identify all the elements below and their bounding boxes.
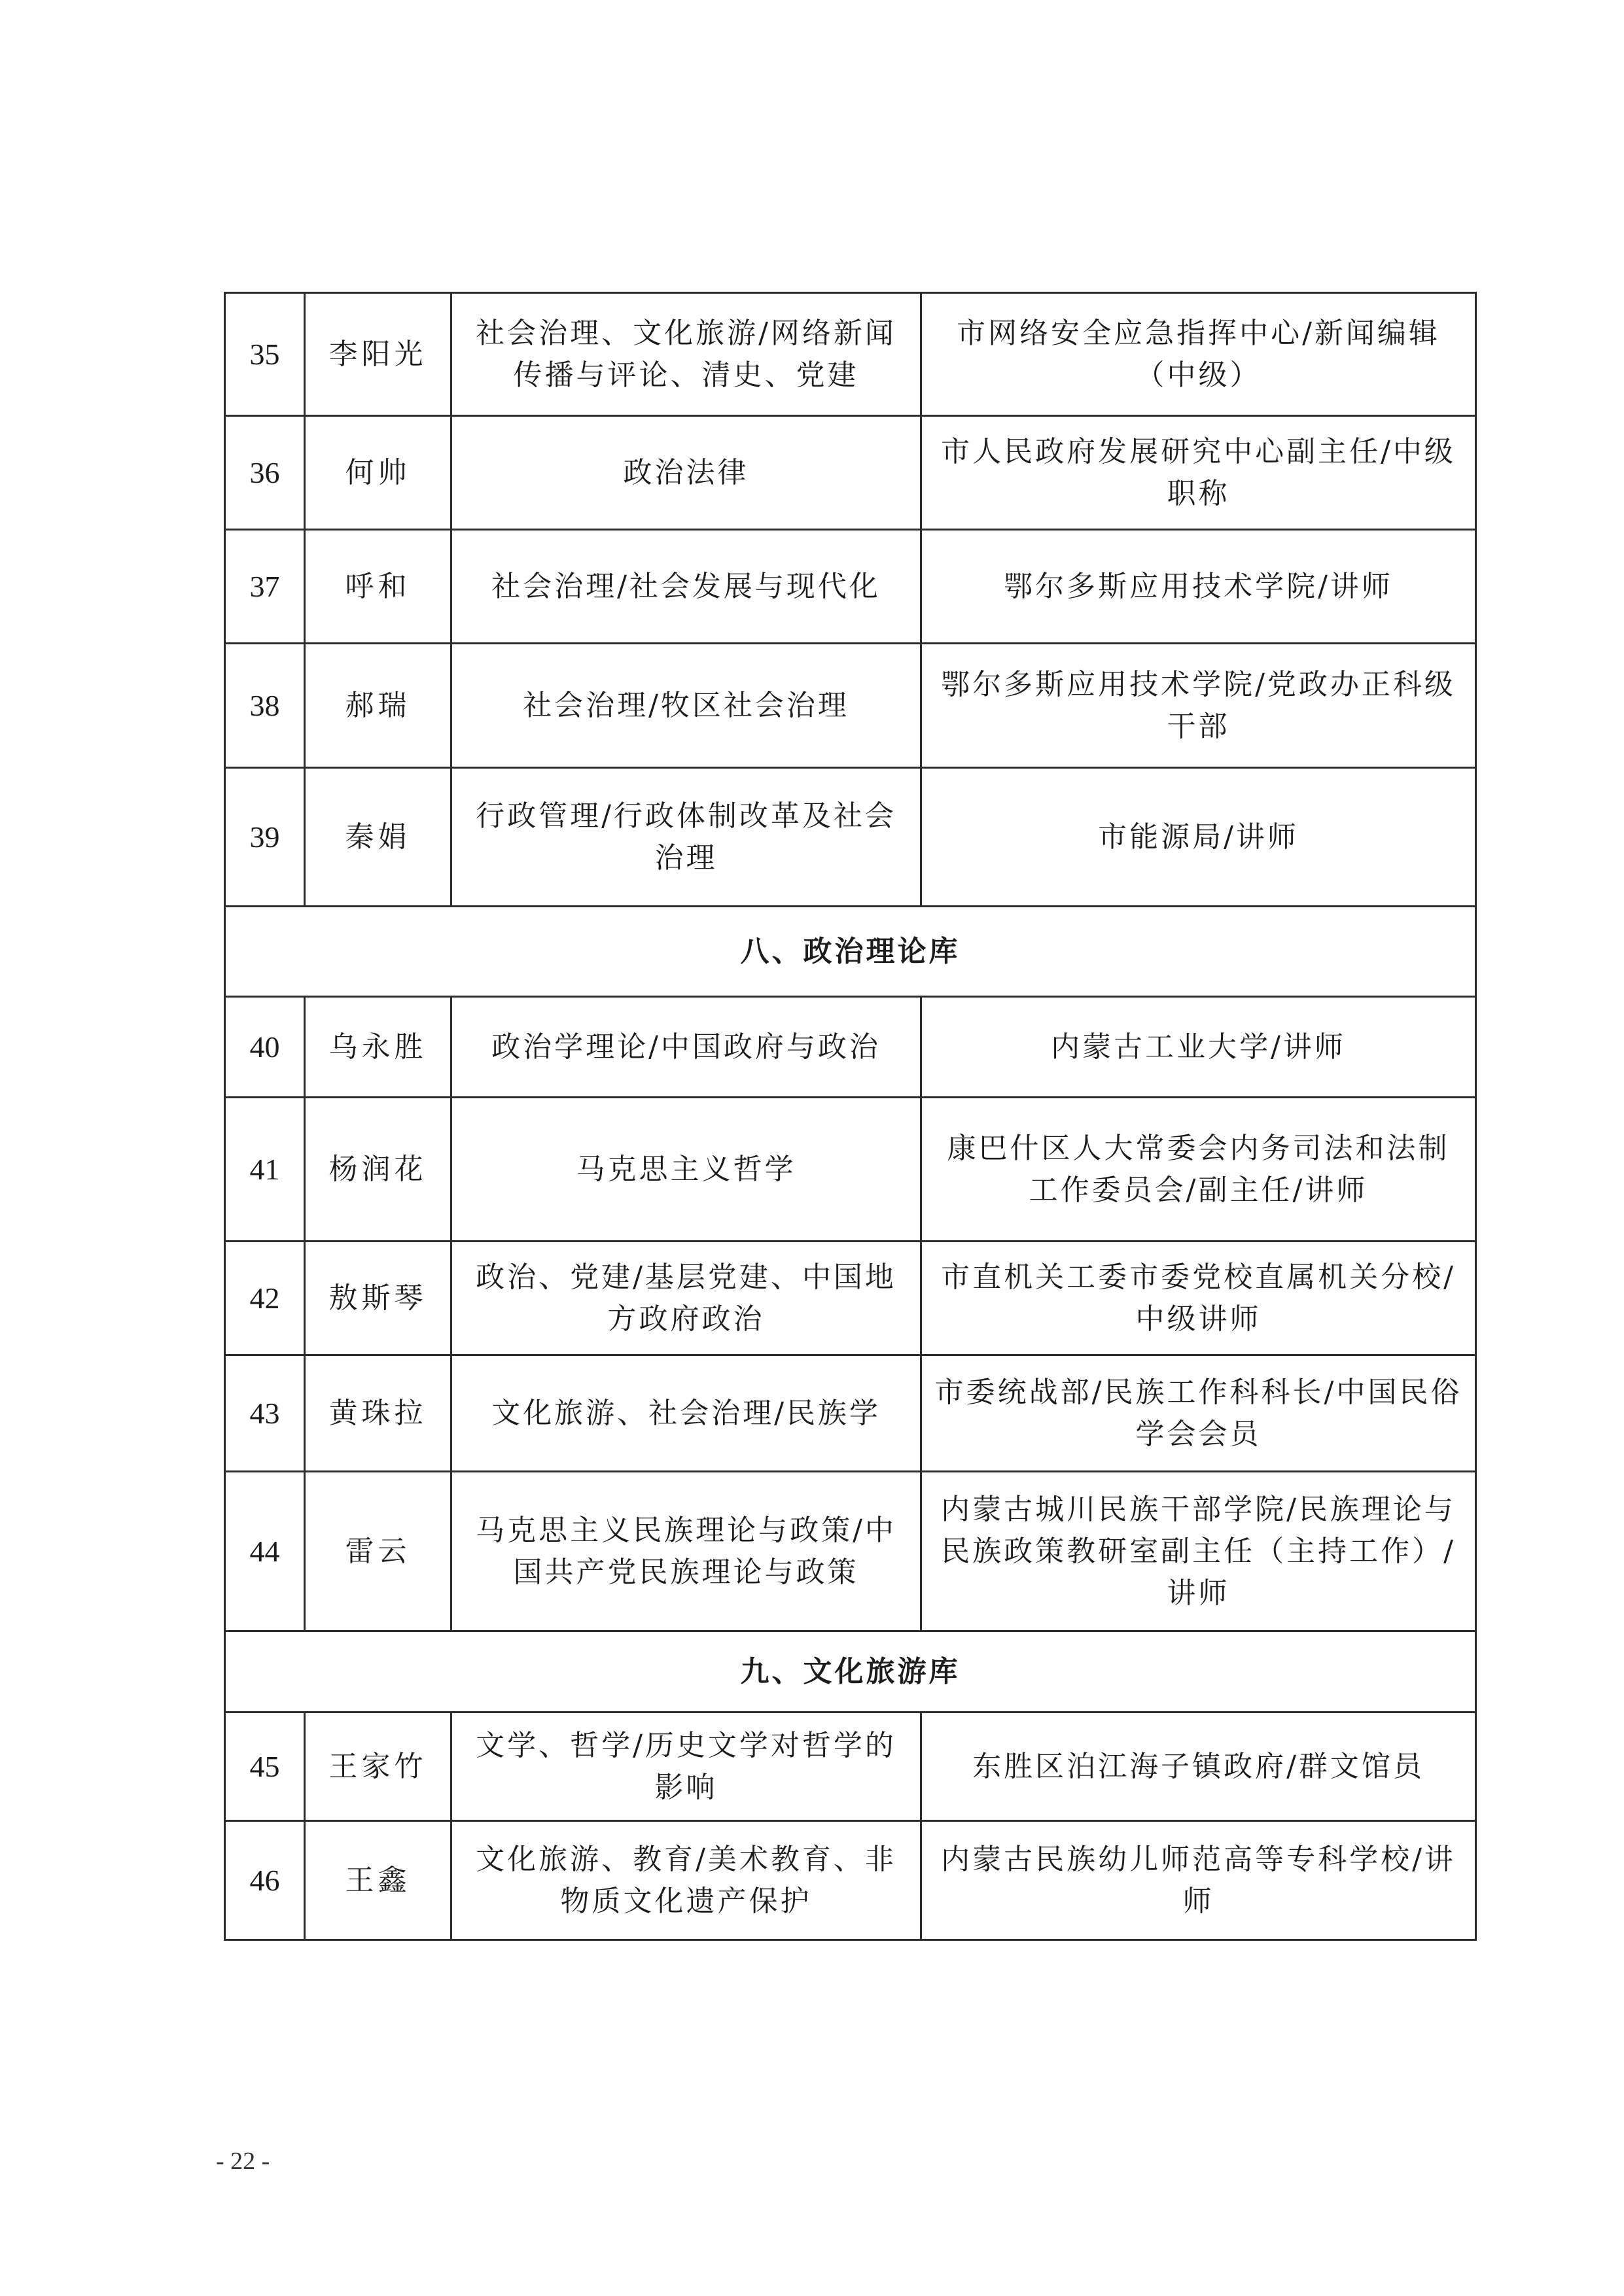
row-number-cell: 45 <box>225 1713 305 1821</box>
row-number-cell: 43 <box>225 1355 305 1472</box>
row-number-cell: 38 <box>225 644 305 768</box>
row-number-cell: 44 <box>225 1472 305 1631</box>
research-field-cell: 文学、哲学/历史文学对哲学的影响 <box>451 1713 921 1821</box>
section-header-row <box>225 1631 1476 1713</box>
expert-name-cell: 郝瑞 <box>305 644 451 768</box>
research-field-cell: 社会治理/牧区社会治理 <box>451 644 921 768</box>
table-row <box>225 997 1476 1098</box>
research-field-cell: 政治法律 <box>451 416 921 530</box>
row-number-cell: 41 <box>225 1098 305 1242</box>
expert-name-cell: 李阳光 <box>305 293 451 416</box>
section-header-row <box>225 907 1476 997</box>
research-field-cell: 马克思主义哲学 <box>451 1098 921 1242</box>
roster-table-body <box>225 293 1476 1940</box>
section-title: 八、政治理论库 <box>225 907 1476 997</box>
expert-name-cell: 秦娟 <box>305 768 451 907</box>
affiliation-title-cell: 内蒙古民族幼儿师范高等专科学校/讲师 <box>921 1821 1476 1940</box>
table-row <box>225 644 1476 768</box>
research-field-cell: 政治、党建/基层党建、中国地方政府政治 <box>451 1242 921 1355</box>
affiliation-title-cell: 康巴什区人大常委会内务司法和法制工作委员会/副主任/讲师 <box>921 1098 1476 1242</box>
expert-roster-table <box>224 292 1477 1941</box>
row-number-cell: 37 <box>225 530 305 644</box>
affiliation-title-cell: 鄂尔多斯应用技术学院/党政办正科级干部 <box>921 644 1476 768</box>
affiliation-title-cell: 内蒙古城川民族干部学院/民族理论与民族政策教研室副主任（主持工作）/讲师 <box>921 1472 1476 1631</box>
expert-name-cell: 乌永胜 <box>305 997 451 1098</box>
table-row <box>225 1355 1476 1472</box>
expert-name-cell: 敖斯琴 <box>305 1242 451 1355</box>
affiliation-title-cell: 市能源局/讲师 <box>921 768 1476 907</box>
row-number-cell: 36 <box>225 416 305 530</box>
affiliation-title-cell: 内蒙古工业大学/讲师 <box>921 997 1476 1098</box>
research-field-cell: 马克思主义民族理论与政策/中国共产党民族理论与政策 <box>451 1472 921 1631</box>
table-row <box>225 293 1476 416</box>
affiliation-title-cell: 市人民政府发展研究中心副主任/中级职称 <box>921 416 1476 530</box>
research-field-cell: 政治学理论/中国政府与政治 <box>451 997 921 1098</box>
expert-name-cell: 杨润花 <box>305 1098 451 1242</box>
table-row <box>225 1242 1476 1355</box>
research-field-cell: 文化旅游、社会治理/民族学 <box>451 1355 921 1472</box>
expert-name-cell: 王鑫 <box>305 1821 451 1940</box>
expert-name-cell: 王家竹 <box>305 1713 451 1821</box>
row-number-cell: 40 <box>225 997 305 1098</box>
research-field-cell: 社会治理/社会发展与现代化 <box>451 530 921 644</box>
expert-name-cell: 何帅 <box>305 416 451 530</box>
table-row <box>225 416 1476 530</box>
page-number: - 22 - <box>216 2148 270 2175</box>
expert-name-cell: 雷云 <box>305 1472 451 1631</box>
affiliation-title-cell: 市网络安全应急指挥中心/新闻编辑（中级） <box>921 293 1476 416</box>
section-title: 九、文化旅游库 <box>225 1631 1476 1713</box>
row-number-cell: 35 <box>225 293 305 416</box>
affiliation-title-cell: 市直机关工委市委党校直属机关分校/中级讲师 <box>921 1242 1476 1355</box>
affiliation-title-cell: 市委统战部/民族工作科科长/中国民俗学会会员 <box>921 1355 1476 1472</box>
affiliation-title-cell: 鄂尔多斯应用技术学院/讲师 <box>921 530 1476 644</box>
table-row <box>225 1821 1476 1940</box>
research-field-cell: 行政管理/行政体制改革及社会治理 <box>451 768 921 907</box>
table-row <box>225 1713 1476 1821</box>
table-row <box>225 1472 1476 1631</box>
table-row <box>225 530 1476 644</box>
row-number-cell: 39 <box>225 768 305 907</box>
expert-name-cell: 呼和 <box>305 530 451 644</box>
row-number-cell: 42 <box>225 1242 305 1355</box>
expert-name-cell: 黄珠拉 <box>305 1355 451 1472</box>
row-number-cell: 46 <box>225 1821 305 1940</box>
table-row <box>225 768 1476 907</box>
research-field-cell: 文化旅游、教育/美术教育、非物质文化遗产保护 <box>451 1821 921 1940</box>
research-field-cell: 社会治理、文化旅游/网络新闻传播与评论、清史、党建 <box>451 293 921 416</box>
table-row <box>225 1098 1476 1242</box>
affiliation-title-cell: 东胜区泊江海子镇政府/群文馆员 <box>921 1713 1476 1821</box>
